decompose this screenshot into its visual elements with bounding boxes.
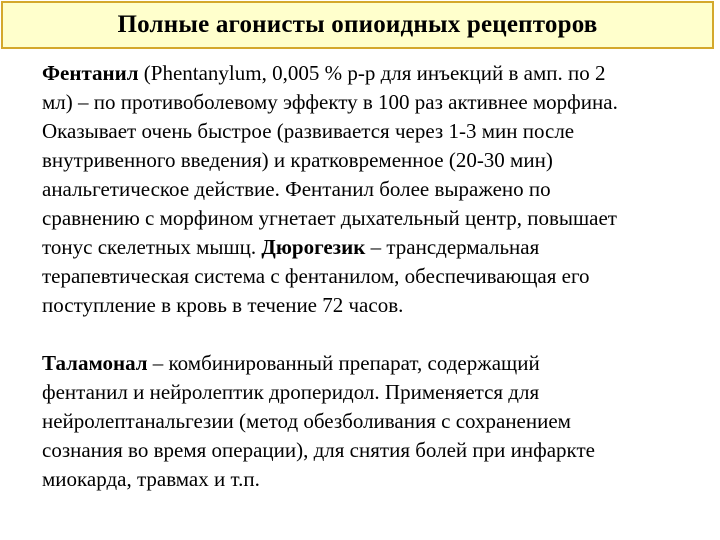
text-run: сознания во время операции), для снятия болей при инфаркте: [42, 438, 595, 462]
text-run: фентанил и нейролептик дроперидол. Применяется для: [42, 380, 540, 404]
text-line: [42, 88, 710, 117]
text-run: сравнению с морфином угнетает дыхательный центр, повышает: [42, 206, 617, 230]
paragraph-fentanyl: [42, 59, 710, 320]
paragraph-thalamonal: [42, 349, 710, 494]
text-run: внутривенного введения) и кратковременное (20-30 мин): [42, 148, 553, 172]
drug-name-term: Фентанил: [42, 61, 139, 85]
text-line: [42, 262, 710, 291]
text-line: [42, 233, 710, 262]
text-line: [42, 146, 710, 175]
drug-name-term: Таламонал: [42, 351, 148, 375]
text-run: нейролептанальгезии (метод обезболивания с сохранением: [42, 409, 571, 433]
text-line: [42, 291, 710, 320]
text-line: [42, 59, 710, 88]
text-line: [42, 436, 710, 465]
text-line: [42, 204, 710, 233]
slide-body: [42, 59, 710, 494]
drug-name-term: Дюрогезик: [261, 235, 366, 259]
text-run: терапевтическая система с фентанилом, обеспечивающая его: [42, 264, 590, 288]
text-line: [42, 465, 710, 494]
text-run: Оказывает очень быстрое (развивается через 1-3 мин после: [42, 119, 575, 143]
text-run: поступление в кровь в течение 72 часов.: [42, 293, 404, 317]
text-run: мл) – по противоболевому эффекту в 100 раз активнее морфина.: [42, 90, 618, 114]
text-run: – комбинированный препарат, содержащий: [147, 351, 540, 375]
slide-title: Полные агонисты опиоидных рецепторов: [117, 11, 598, 38]
text-line: [42, 175, 710, 204]
slide-title-bar: [1, 1, 714, 49]
text-line: [42, 349, 710, 378]
text-line: [42, 117, 710, 146]
text-line: [42, 407, 710, 436]
text-run: (Phentanylum, 0,005 % р-р для инъекций в амп. по 2: [138, 61, 606, 85]
text-line: [42, 378, 710, 407]
text-run: тонус скелетных мышц.: [42, 235, 262, 259]
text-run: – трансдермальная: [365, 235, 540, 259]
text-run: анальгетическое действие. Фентанил более выражено по: [42, 177, 551, 201]
text-run: миокарда, травмах и т.п.: [42, 467, 260, 491]
